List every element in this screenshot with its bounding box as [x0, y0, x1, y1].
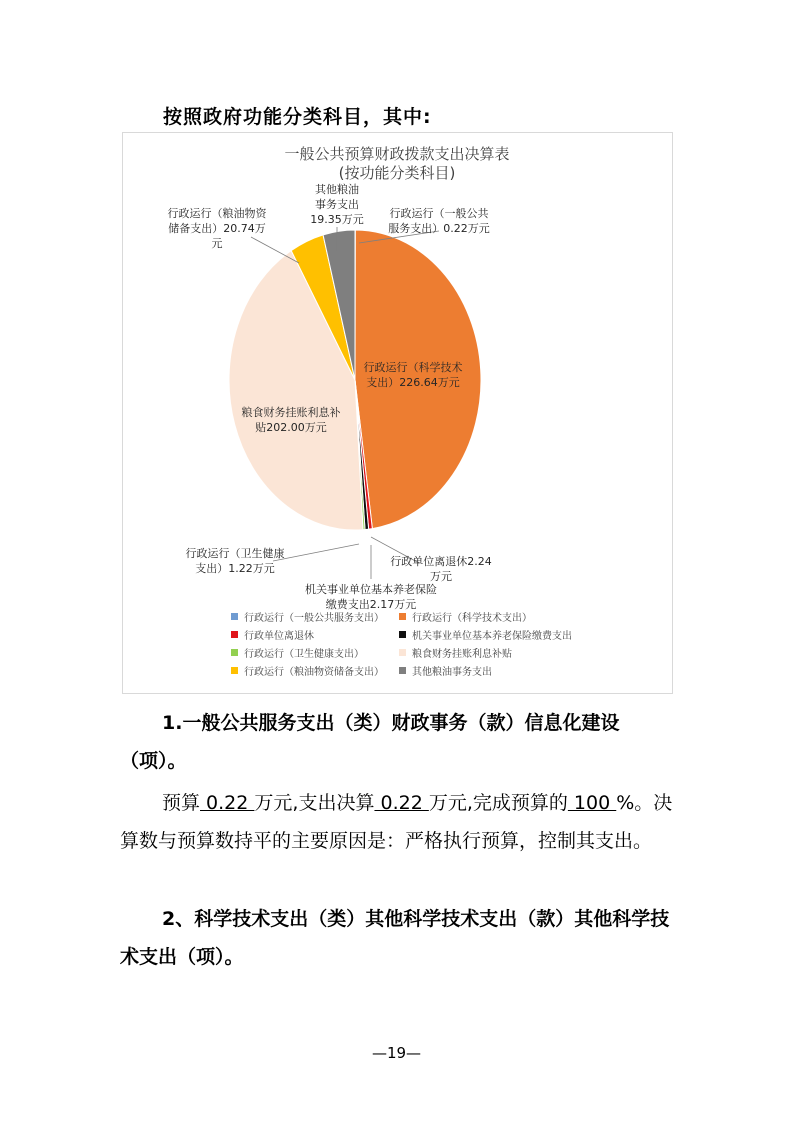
data-label-2-line-1: 万元 — [430, 570, 452, 583]
legend-label-0: 行政运行（一般公共服务支出） — [244, 613, 384, 624]
legend-label-6: 行政运行（粮油物资储备支出） — [244, 667, 384, 678]
legend-label-2: 行政单位离退休 — [244, 631, 314, 642]
legend-swatch-2 — [231, 631, 238, 638]
data-label-0-line-1: 服务支出）0.22万元 — [388, 222, 490, 235]
data-label-4-line-1: 支出）1.22万元 — [195, 562, 275, 575]
data-label-6-line-0: 行政运行（粮油物资 — [167, 207, 267, 220]
section1-body — [120, 784, 680, 860]
budget-value: 0.22 — [200, 792, 255, 814]
data-label-6-line-1: 储备支出）20.74万 — [168, 222, 266, 235]
data-label-7-line-0: 其他粮油 — [315, 183, 359, 196]
actual-value: 0.22 — [374, 792, 429, 814]
legend-swatch-1 — [399, 613, 406, 620]
legend-swatch-0 — [231, 613, 238, 620]
section1-heading: 1.一般公共服务支出（类）财政事务（款）信息化建设（项）。 — [120, 712, 620, 772]
section2-heading: 2、科学技术支出（类）其他科学技术支出（款）其他科学技术支出（项）。 — [120, 908, 670, 968]
page-number: —19— — [371, 1044, 422, 1062]
legend-swatch-5 — [399, 649, 406, 656]
legend-swatch-6 — [231, 667, 238, 674]
pie-chart-panel — [122, 132, 673, 694]
data-label-3-line-0: 机关事业单位基本养老保险 — [305, 583, 437, 596]
body-post: %。决算数与预算数持平的主要原因是：严格执行预算，控制其支出。 — [120, 792, 673, 852]
data-label-4-line-0: 行政运行（卫生健康 — [185, 547, 285, 560]
data-label-0-line-0: 行政运行（一般公共 — [389, 207, 489, 220]
legend-label-7: 其他粮油事务支出 — [412, 667, 492, 678]
legend-label-5: 粮食财务挂账利息补贴 — [412, 649, 512, 660]
legend-label-4: 行政运行（卫生健康支出） — [244, 649, 364, 660]
completion-percent: 100 — [567, 792, 617, 814]
body-pre: 预算 — [162, 792, 201, 814]
legend-swatch-4 — [231, 649, 238, 656]
body-mid2: 万元,完成预算的 — [428, 792, 568, 814]
pie-chart — [123, 133, 672, 693]
legend-label-3: 机关事业单位基本养老保险缴费支出 — [412, 631, 572, 642]
data-label-1-line-0: 行政运行（科学技术 — [363, 361, 463, 374]
data-label-7-line-2: 19.35万元 — [310, 213, 364, 226]
data-label-5-line-0: 粮食财务挂账利息补 — [241, 406, 341, 419]
data-label-5-line-1: 贴202.00万元 — [255, 421, 327, 434]
data-label-2-line-0: 行政单位离退休2.24 — [390, 555, 492, 568]
leader-line-4 — [273, 544, 359, 561]
data-label-7-line-1: 事务支出 — [315, 198, 359, 211]
chart-title-line-2: (按功能分类科目) — [338, 164, 456, 182]
legend-label-1: 行政运行（科学技术支出） — [412, 613, 532, 624]
data-label-6-line-2: 元 — [211, 237, 223, 250]
data-label-1-line-1: 支出）226.64万元 — [366, 376, 460, 389]
data-label-3-line-1: 缴费支出2.17万元 — [325, 598, 417, 611]
body-mid1: 万元,支出决算 — [254, 792, 375, 814]
intro-text: 按照政府功能分类科目，其中: — [163, 106, 432, 128]
chart-title-line-1: 一般公共预算财政拨款支出决算表 — [284, 145, 510, 163]
legend-swatch-7 — [399, 667, 406, 674]
legend-swatch-3 — [399, 631, 406, 638]
